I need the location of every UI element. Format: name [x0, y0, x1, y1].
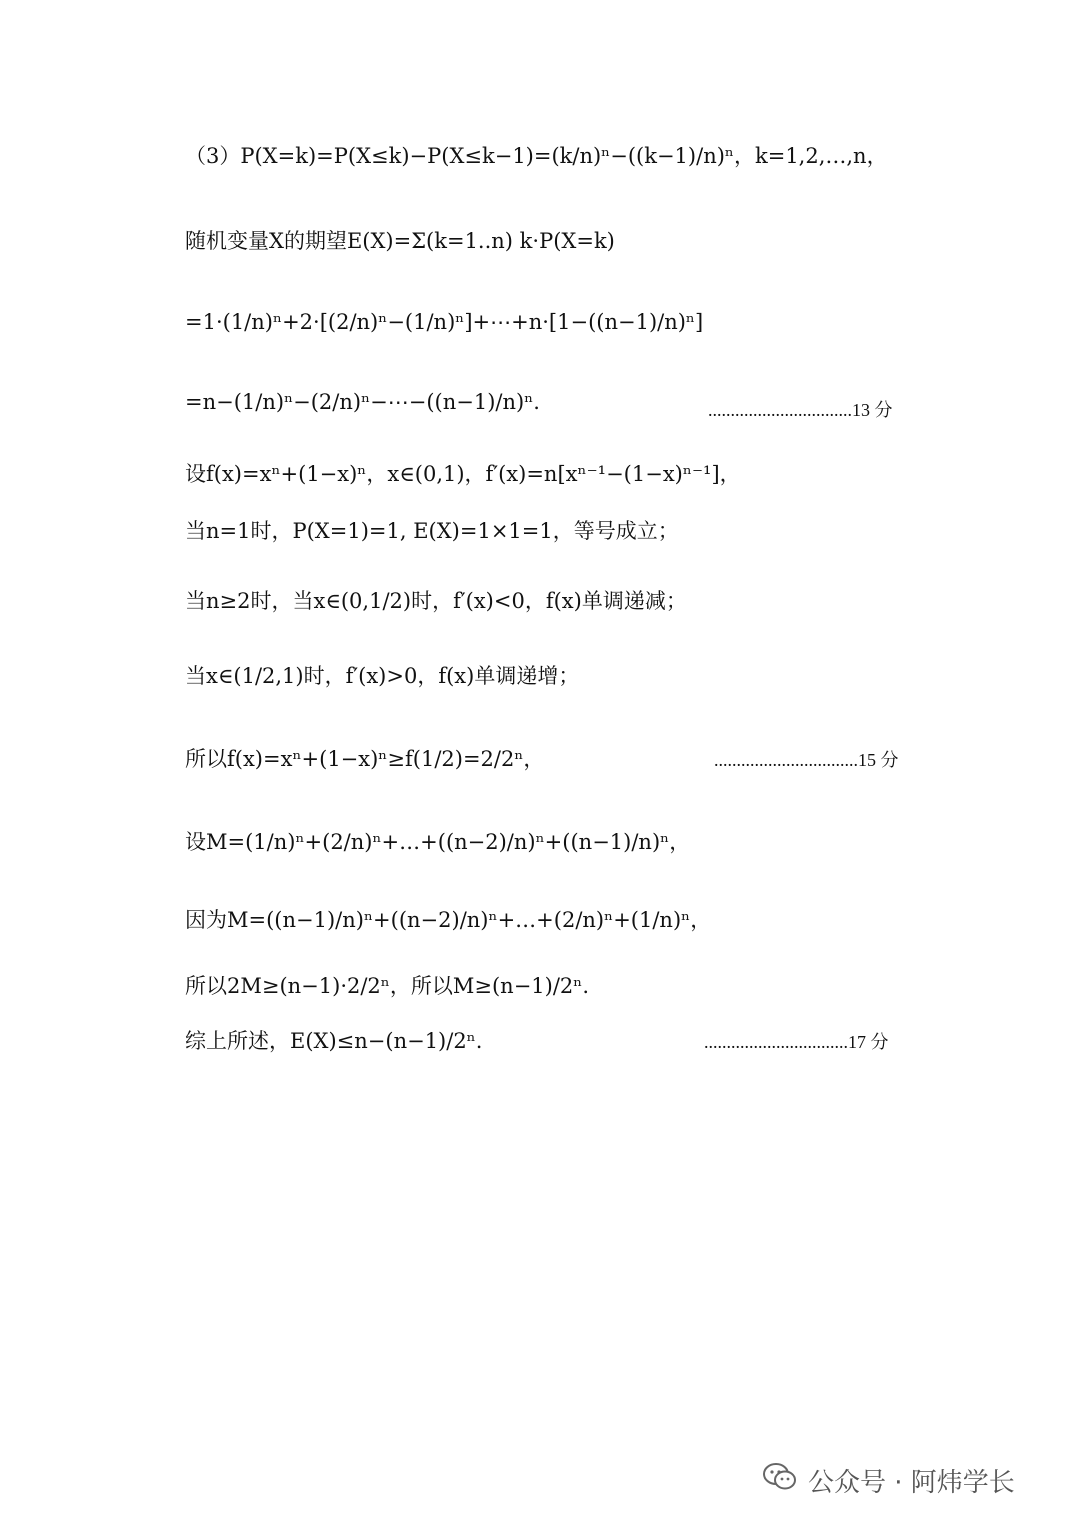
- line-2-text: 随机变量X的期望E(X)=Σ(k=1..n) k·P(X=k): [185, 229, 615, 253]
- watermark-text: 公众号 · 阿炜学长: [808, 1468, 1015, 1498]
- line-8-text: 当x∈(1/2,1)时，f′(x)>0，f(x)单调递增；: [185, 664, 580, 688]
- line-9-text: 所以f(x)=xⁿ+(1−x)ⁿ≥f(1/2)=2/2ⁿ，: [185, 747, 545, 771]
- line-11: [185, 904, 711, 934]
- line-7: [185, 585, 687, 615]
- line-4: [185, 390, 540, 414]
- line-11-text: 因为M=((n−1)/n)ⁿ+((n−2)/n)ⁿ+…+(2/n)ⁿ+(1/n)ⁿ，: [185, 908, 712, 932]
- line-12-text: 所以2M≥(n−1)·2/2ⁿ，所以M≥(n−1)/2ⁿ.: [185, 974, 590, 998]
- wechat-icon: [762, 1462, 798, 1499]
- line-5-text: 设f(x)=xⁿ+(1−x)ⁿ，x∈(0,1)，f′(x)=n[xⁿ⁻¹−(1−x)ⁿ⁻¹]，: [185, 462, 741, 486]
- score-13: ................................13 分: [708, 400, 893, 420]
- line-13-text: 综上所述，E(X)≤n−(n−1)/2ⁿ.: [185, 1029, 483, 1053]
- line-5: [185, 458, 741, 488]
- line-4-text: =n−(1/n)ⁿ−(2/n)ⁿ−⋯−((n−1)/n)ⁿ.: [185, 390, 540, 414]
- line-3: [185, 310, 703, 334]
- line-13: [185, 1025, 482, 1055]
- line-1: [185, 140, 888, 170]
- line-10: [185, 826, 690, 856]
- line-2: [185, 225, 615, 255]
- line-6-text: 当n=1时，P(X=1)=1, E(X)=1×1=1，等号成立；: [185, 519, 679, 543]
- line-9: [185, 743, 544, 773]
- line-6: [185, 515, 679, 545]
- watermark: [762, 1462, 1015, 1499]
- line-10-text: 设M=(1/n)ⁿ+(2/n)ⁿ+…+((n−2)/n)ⁿ+((n−1)/n)ⁿ，: [185, 830, 691, 854]
- line-12: [185, 970, 589, 1000]
- score-15: ................................15 分: [714, 750, 899, 770]
- line-7-text: 当n≥2时，当x∈(0,1/2)时，f′(x)<0，f(x)单调递减；: [185, 589, 687, 613]
- line-3-text: =1·(1/n)ⁿ+2·[(2/n)ⁿ−(1/n)ⁿ]+⋯+n·[1−((n−1)/n)ⁿ]: [185, 310, 704, 334]
- score-17: ................................17 分: [704, 1032, 889, 1052]
- line-1-text: （3）P(X=k)=P(X≤k)−P(X≤k−1)=(k/n)ⁿ−((k−1)/n)ⁿ，k=1,2,…,n，: [185, 144, 888, 168]
- line-8: [185, 660, 579, 690]
